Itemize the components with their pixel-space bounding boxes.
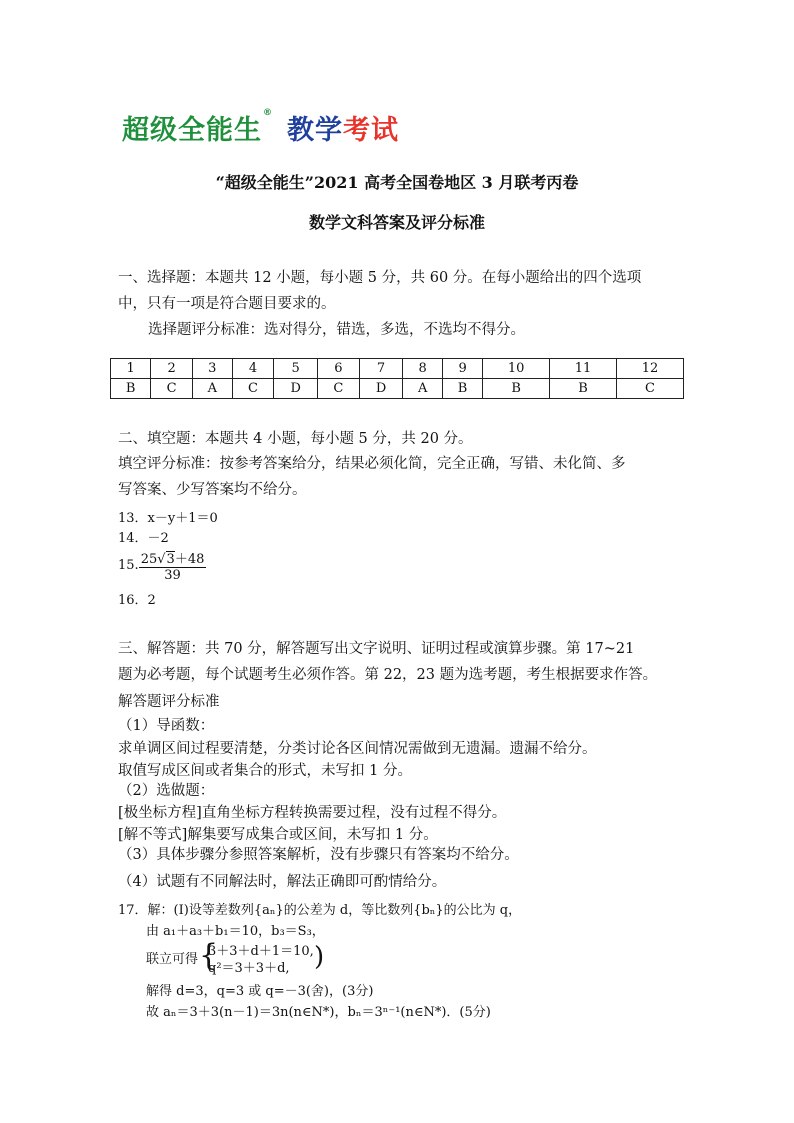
rule-item-2a: [极坐标方程]直角坐标方程转换需要过程，没有过程不得分。 — [118, 805, 507, 821]
question-number: 4 — [232, 359, 274, 379]
question-number: 12 — [617, 359, 684, 379]
rule-item-1b: 取值写成区间或者集合的形式，未写扣 1 分。 — [118, 763, 412, 779]
q17-equation-2: q²＝3＋3＋d, — [208, 961, 290, 976]
question-number: 1 — [111, 359, 151, 379]
question-number: 8 — [403, 359, 443, 379]
answer-cell: A — [193, 379, 233, 399]
answer-15-label: 15. — [118, 558, 139, 573]
answer-14: 14．－2 — [118, 531, 169, 546]
q17-line4: 解得 d=3，q=3 或 q=－3(舍)，(3分) — [146, 984, 374, 999]
rule-item-2: （2）选做题： — [118, 783, 215, 799]
numerator-coefficient: 25 — [140, 552, 158, 567]
answer-16: 16．2 — [118, 593, 156, 608]
q17-line5: 故 aₙ＝3＋3(n－1)＝3n(n∈N*)，bₙ＝3ⁿ⁻¹(n∈N*)．(5分) — [146, 1005, 491, 1020]
section3-intro-line1: 三、解答题：共 70 分，解答题写出文字说明、证明过程或演算步骤。第 17~21 — [118, 641, 635, 657]
answer-cell: B — [483, 379, 550, 399]
answer-table-answer-row — [111, 379, 684, 399]
q17-line3-label: 联立可得 — [146, 952, 199, 967]
section2-intro: 二、填空题：本题共 4 小题，每小题 5 分，共 20 分。 — [118, 431, 473, 447]
q17-equation-1: 3＋3＋d＋1＝10, — [208, 944, 314, 959]
answer-cell: C — [317, 379, 359, 399]
q17-line1: 17．解：(Ⅰ)设等差数列{aₙ}的公差为 d，等比数列{bₙ}的公比为 q， — [118, 903, 522, 918]
brand-subtitle — [287, 115, 399, 146]
brand-subtitle-red: 考试 — [343, 115, 399, 146]
answer-table-header-row — [111, 359, 684, 379]
question-number: 10 — [483, 359, 550, 379]
section1-intro-line2: 中，只有一项是符合题目要求的。 — [118, 296, 336, 312]
section2-rule-line1: 填空评分标准：按参考答案给分，结果必须化简，完全正确，写错、未化简、多 — [118, 456, 626, 472]
document-subtitle: 数学文科答案及评分标准 — [308, 213, 485, 232]
registered-mark: ® — [263, 108, 273, 118]
answer-table — [110, 358, 684, 399]
answer-cell: B — [111, 379, 151, 399]
question-number: 9 — [442, 359, 482, 379]
section3-intro-line2: 题为必考题，每个试题考生必须作答。第 22，23 题为选考题，考生根据要求作答。 — [118, 667, 658, 683]
rule-item-1: （1）导函数： — [118, 718, 215, 734]
answer-15-fraction — [139, 548, 207, 583]
answer-cell: B — [550, 379, 617, 399]
answer-cell: D — [359, 379, 403, 399]
question-number: 2 — [151, 359, 193, 379]
question-number: 3 — [193, 359, 233, 379]
question-number: 6 — [317, 359, 359, 379]
right-paren-icon: ) — [314, 942, 325, 972]
answer-15 — [118, 548, 206, 583]
fraction-numerator — [139, 548, 207, 568]
answer-cell: C — [151, 379, 193, 399]
answer-13: 13．x－y＋1＝0 — [118, 511, 218, 526]
question-number: 11 — [550, 359, 617, 379]
question-number: 7 — [359, 359, 403, 379]
section3-rule-heading: 解答题评分标准 — [118, 694, 220, 710]
left-brace-icon: { — [199, 938, 219, 973]
answer-cell: D — [274, 379, 318, 399]
q17-line2: 由 a₁＋a₃＋b₁＝10，b₃＝S₃， — [146, 924, 325, 939]
brand-subtitle-blue: 教学 — [287, 115, 343, 146]
section2-rule-line2: 写答案、少写答案均不给分。 — [118, 482, 307, 498]
rule-item-2b: [解不等式]解集要写成集合或区间，未写扣 1 分。 — [118, 827, 438, 843]
sqrt-radicand: 3 — [166, 552, 175, 567]
rule-item-4: （4）试题有不同解法时，解法正确即可酌情给分。 — [118, 874, 447, 890]
answer-cell: C — [617, 379, 684, 399]
answer-cell: B — [442, 379, 482, 399]
answer-cell: C — [232, 379, 274, 399]
numerator-addend: ＋48 — [174, 552, 205, 567]
fraction-denominator: 39 — [164, 568, 181, 583]
answer-cell: A — [403, 379, 443, 399]
rule-item-1a: 求单调区间过程要清楚，分类讨论各区间情况需做到无遗漏。遗漏不给分。 — [118, 741, 597, 757]
sqrt-symbol: √ — [157, 552, 166, 567]
section1-rule: 选择题评分标准：选对得分，错选，多选，不选均不得分。 — [148, 322, 525, 338]
section1-intro-line1: 一、选择题：本题共 12 小题，每小题 5 分，共 60 分。在每小题给出的四个选项 — [118, 270, 642, 286]
brand-logo — [122, 108, 399, 147]
brand-name: 超级全能生 — [122, 115, 262, 146]
document-title: “超级全能生”2021 高考全国卷地区 3 月联考丙卷 — [215, 173, 579, 192]
question-number: 5 — [274, 359, 318, 379]
rule-item-3: （3）具体步骤分参照答案解析，没有步骤只有答案均不给分。 — [118, 847, 519, 863]
